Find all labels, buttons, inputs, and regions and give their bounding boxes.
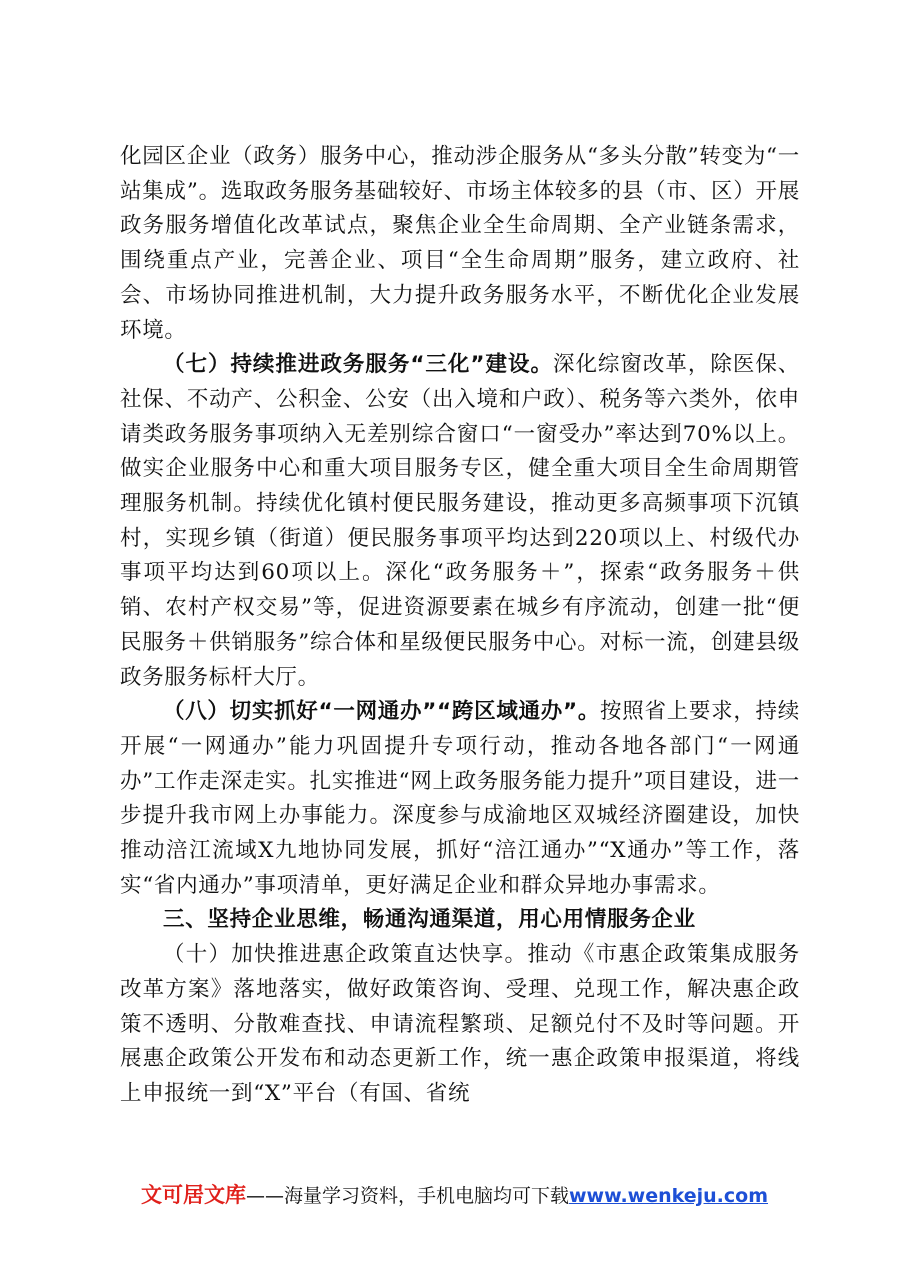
footer-url-link[interactable]: www.wenkeju.com — [569, 1185, 769, 1207]
section-7-title: （七）持续推进政务服务“三化”建设。 — [163, 352, 553, 378]
chapter-3-heading: 三、坚持企业思维，畅通沟通渠道，用心用情服务企业 — [163, 907, 696, 933]
section-10-title: （十）加快推进惠企政策直达快享。 — [163, 942, 528, 968]
paragraph-section-10 — [120, 938, 800, 1112]
section-10-text: 推动《市惠企政策集成服务改革方案》落地落实，做好政策咨询、受理、兑现工作，解决惠企政策不透明、分散难查找、申请流程繁琐、足额兑付不及时等问题。开展惠企政策公开发布和动态更新工作，统一惠企政策申报渠道，将线上申报统一到“X”平台（有国、省统 — [120, 942, 800, 1106]
paragraph-section-8 — [120, 695, 800, 903]
paragraph-intro — [120, 140, 800, 348]
section-8-text: 按照省上要求，持续开展“一网通办”能力巩固提升专项行动，推动各地各部门“一网通办”工作走深走实。扎实推进“网上政务服务能力提升”项目建设，进一步提升我市网上办事能力。深度参与成渝地区双城经济圈建设，加快推动涪江流域X九地协同发展，抓好“涪江通办”“X通办”等工作，落实“省内通办”事项清单，更好满足企业和群众异地办事需求。 — [120, 699, 800, 898]
paragraph-section-7 — [120, 348, 800, 695]
section-7-text: 深化综窗改革，除医保、社保、不动产、公积金、公安（出入境和户政）、税务等六类外，依申请类政务服务事项纳入无差别综合窗口“一窗受办”率达到70%以上。做实企业服务中心和重大项目服务专区，健全重大项目全生命周期管理服务机制。持续优化镇村便民服务建设，推动更多高频事项下沉镇村，实现乡镇（街道）便民服务事项平均达到220项以上、村级代办事项平均达到60项以上。深化“政务服务＋”，探索“政务服务＋供销、农村产权交易”等，促进资源要素在城乡有序流动，创建一批“便民服务＋供销服务”综合体和星级便民服务中心。对标一流，创建县级政务服务标杆大厅。 — [120, 352, 800, 690]
paragraph-intro-text: 化园区企业（政务）服务中心，推动涉企服务从“多头分散”转变为“一站集成”。选取政务服务基础较好、市场主体较多的县（市、区）开展政务服务增值化改革试点，聚焦企业全生命周期、全产业链条需求，围绕重点产业，完善企业、项目“全生命周期”服务，建立政府、社会、市场协同推进机制，大力提升政务服务水平，不断优化企业发展环境。 — [120, 144, 800, 343]
document-body — [120, 140, 800, 1112]
footer-banner — [0, 1180, 909, 1211]
section-8-title: （八）切实抓好“一网通办”“跨区域通办”。 — [163, 699, 601, 725]
footer-brand: 文可居文库 — [140, 1183, 246, 1207]
footer-slogan: ——海量学习资料，手机电脑均可下载 — [245, 1185, 569, 1207]
